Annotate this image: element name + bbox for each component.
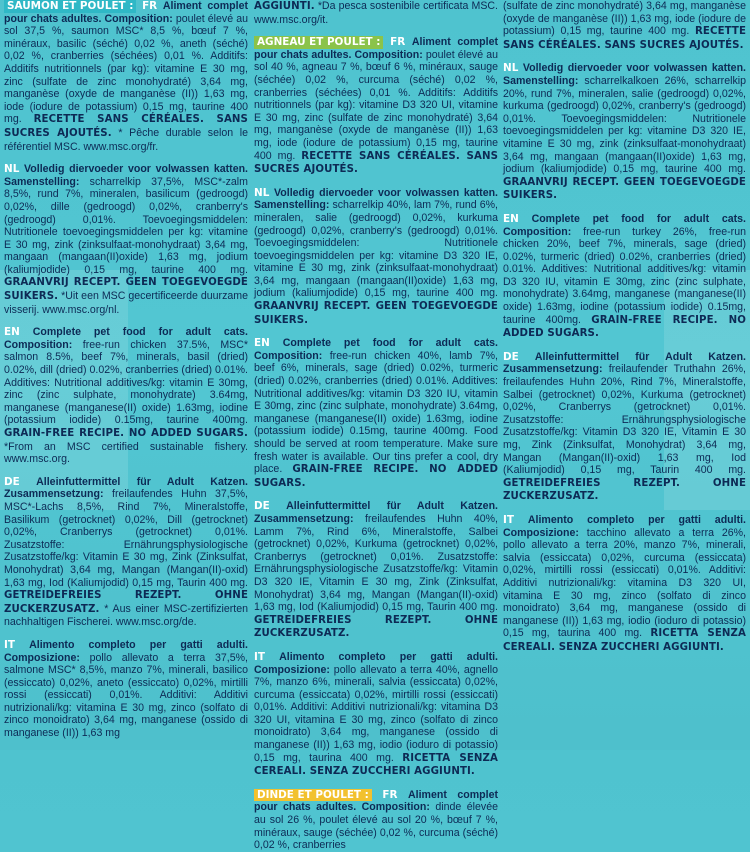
recipe-claim: RECETTE SANS CÉRÉALES. SANS SUCRES AJOUTÉS. (254, 150, 499, 176)
ingredient-block-fr_turkey (254, 789, 498, 852)
product-description: Volledig diervoeder voor volwassen katten. Samenstelling: (254, 186, 498, 212)
ingredient-block-de_salmon (4, 476, 248, 629)
recipe-claim: GRAANVRIJ RECEPT. GEEN TOEGEVOEGDE SUIKERS. (503, 176, 746, 202)
language-code: EN (4, 326, 20, 339)
composition-text: poulet élevé au sol 37,5 %, saumon MSC* 8,5 %, bœuf 7 %, minéraux, basilic (séché) 0,02 %, aneth (séché) 0,02 %, cranberries (séchées) 0,01 %. Additifs: Additifs nutritionnels (par kg): vitamine E 30 mg, zinc (sulfate de zinc monohydraté) 3,64 mg, manganèse (oxyde de manganèse (II)) 1,63 mg, iode (iodure de potassium) 0,15 mg, taurine 400 mg. (4, 12, 248, 126)
composition-text: free-run turkey 26%, free-run chicken 20%, beef 7%, minerals, sage (dried) 0.02%, turmeric (dried) 0.02%, cranberries (dried) 0.01%. Additives: Nutritional additives/kg: vitamin D3 320 IU, vitamin E 30mg, zinc (zinc sulphate, monohydrate) 3.64mg, manganese (manganese(II) oxide) 1.63mg, iodine (potassium iodide) 0.15mg, taurine 400mg. (503, 225, 746, 326)
ingredient-block-nl_turkey (503, 62, 746, 203)
product-description: Aliment complet pour chats adultes. Composition: (254, 788, 498, 814)
recipe-claim: RICETTA SENZA CEREALI. SENZA ZUCCHERI AGGIUNTI. (254, 752, 498, 778)
msc-footnote: *From an MSC certified sustainable fishery. www.msc.org. (4, 440, 248, 466)
composition-text: free-run chicken 37.5%, MSC* salmon 8.5%, beef 7%, minerals, basil (dried) 0.02%, dill (dried) 0.02%, cranberries (dried) 0.01%. Additives: Nutritional additives/kg: vitamin E 30mg, zinc (zinc sulphate, monohydrate) 3.64mg, manganese (manganese(II) oxide) 1.63mg, iodine (potassium iodide) 0.15mg, taurine 400mg. (4, 338, 248, 427)
composition-text: scharrelkip 40%, lam 7%, rund 6%, mineralen, salie (gedroogd) 0,02%, kurkuma (gedroogd) 0,02%, cranberry's (gedroogd) 0,01%. Toevoegingsmiddelen: Nutritionele toevoegingsmiddelen per kg: vitamine D3 320 IE, vitamine E 30 mg, zink (zinksulfaat-monohydraat) 3,64 mg, mangaan (mangaan(II)oxide) 1,63 mg, jodium (kaliumjodide) 0,15 mg, taurine 400 mg. (254, 199, 498, 300)
product-description: Alimento completo per gatti adulti. Composizione: (503, 513, 746, 539)
ingredient-block-nl_salmon (4, 163, 248, 316)
ingredient-block-de_lamb (254, 500, 498, 641)
language-code: FR (382, 788, 398, 801)
msc-footnote: * Aus einer MSC-zertifizierten nachhaltigen Fischerei. www.msc.org/de. (4, 602, 248, 629)
product-description: Aliment complet pour chats adultes. Composition: (254, 36, 498, 61)
language-code: DE (4, 475, 20, 488)
product-description: Alleinfuttermittel für Adult Katzen. Zusammensetzung: (4, 475, 248, 501)
language-code: FR (390, 36, 406, 49)
ingredient-block-fr_salmon (4, 0, 248, 153)
recipe-claim: AGGIUNTI. (254, 1, 315, 12)
language-code: IT (503, 513, 514, 526)
ingredient-block-it_turkey (503, 514, 746, 655)
composition-text: (sulfate de zinc monohydraté) 3,64 mg, manganèse (oxyde de manganèse (II)) 1,63 mg, iode (iodure de potassium) 0,15 mg, taurine 400 mg. (503, 0, 746, 38)
composition-text: tacchino allevato a terra 26%, pollo allevato a terra 20%, manzo 7%, minerali, salvia (essiccata) 0,02%, curcuma (essiccata) 0,02%, mirtilli rossi (essiccati) 0,01%. Additivi: Additivi nutrizionali/kg: vitamina D3 320 UI, vitamina E 30 mg, zinco (solfato di zinco monoidrato) 3,64 mg, manganese (ossido di manganese (II)) 1,63 mg, iodio (ioduro di potassio) 0,15 mg, taurina 400 mg. (503, 526, 746, 640)
language-code: NL (503, 62, 519, 75)
product-description: Volledig diervoeder voor volwassen katten. Samenstelling: (503, 62, 746, 87)
product-description: Complete pet food for adult cats. Composition: (503, 212, 746, 238)
recipe-claim: GRAIN-FREE RECIPE. NO ADDED SUGARS. (254, 464, 498, 489)
language-code: DE (254, 500, 270, 513)
composition-text: freilaufender Truthahn 26%, freilaufendes Huhn 20%, Rind 7%, Mineralstoffe, Salbei (getrocknet) 0,02%, Kurkuma (getrocknet) 0,02%, Cranberrys (getrocknet) 0,01%. Zusatzstoffe: Ernährungsphysiologische Zusatzstoffe/kg: Vitamin D3 320 IE, Vitamin E 30 mg, Zink (Zinksulfat, Monohydrat) 3,64 mg, Mangan (Mangan(II)-oxid) 1,63 mg, Iod (Kaliumjodid) 0,15 mg, Taurin 400 mg. (503, 363, 746, 477)
composition-text: scharrelkip 37,5%, MSC*-zalm 8,5%, rund 7%, mineralen, basilicum (gedroogd) 0,02%, dille (gedroogd) 0,02%, cranberry's (gedroogd) 0,01%. Toevoegingsmiddelen: Nutritionele toevoegingsmiddelen per kg: vitamine E 30 mg, zink (zinksulfaat-monohydraat) 3,64 mg, mangaan (mangaan(II)oxide) 1,63 mg, jodium (kaliumjodide) 0,15 mg, taurine 400 mg. (4, 175, 248, 276)
composition-text: scharrelkalkoen 26%, scharrelkip 20%, rund 7%, mineralen, salie (gedroogd) 0,02%, kurkuma (gedroogd) 0,02%, cranberry's (gedroogd) 0,01%. Toevoegingsmiddelen: Nutritionele toevoegingsmiddelen per kg: vitamine D3 320 IE, vitamine E 30 mg, zink (zinksulfaat-monohydraat) 3,64 mg, mangaan (mangaan(II)oxide) 1,63 mg, jodium (kaliumjodide) 0,15 mg, taurine 400 mg. (503, 74, 746, 176)
composition-text: dinde élevée au sol 26 %, poulet élevé au sol 20 %, bœuf 7 %, minéraux, sauge (séchée) 0,02 %, curcuma (séché) 0,02 %, cranberries (254, 801, 498, 852)
product-description: Alleinfuttermittel für Adult Katzen. Zusammensetzung: (503, 350, 746, 376)
language-code: IT (4, 638, 15, 651)
ingredient-block-it_lamb (254, 651, 498, 779)
recipe-claim: GETREIDEFREIES REZEPT. OHNE ZUCKERZUSATZ. (503, 477, 746, 503)
recipe-claim: GRAANVRIJ RECEPT. GEEN TOEGEVOEGDE SUIKERS. (4, 277, 248, 303)
ingredient-block-fr_lamb (254, 36, 498, 177)
ingredient-block-en_salmon (4, 326, 248, 466)
recipe-flavour-badge: AGNEAU ET POULET : (254, 36, 383, 49)
language-code: EN (503, 212, 519, 225)
ingredient-block-nl_lamb (254, 187, 498, 328)
recipe-claim: GRAANVRIJ RECEPT. GEEN TOEGEVOEGDE SUIKERS. (254, 301, 498, 326)
product-description: Complete pet food for adult cats. Composition: (4, 326, 248, 351)
recipe-flavour-badge: SAUMON ET POULET : (4, 0, 136, 13)
product-description: Alimento completo per gatti adulti. Composizione: (4, 638, 248, 664)
composition-text: freilaufendes Huhn 40%, Lamm 7%, Rind 6%, Mineralstoffe, Salbei (getrocknet) 0,02%, Kurkuma (getrocknet) 0,02%, Cranberrys (getrocknet) 0,01%. Zusatzstoffe: Ernährungsphysiologische Zusatzstoffe/kg: Vitamin D3 320 IE, Vitamin E 30 mg, Zink (Zinksulfat, Monohydrat) 3,64 mg, Mangan (Mangan(II)-oxid) 1,63 mg, Iod (Kaliumjodid) 0,15 mg, Taurin 400 mg. (254, 512, 498, 614)
recipe-claim: RICETTA SENZA CEREALI. SENZA ZUCCHERI AGGIUNTI. (503, 628, 746, 653)
composition-text: pollo allevato a terra 40%, agnello 7%, manzo 6%, minerali, salvia (essiccata) 0,02%, curcuma (essiccata) 0,02%, mirtilli rossi (essiccati) 0,01%. Additivi: Additivi nutrizionali/kg: vitamina D3 320 UI, vitamina E 30 mg, zinco (solfato di zinco monoidrato) 3,64 mg, manganese (ossido di manganese (II)) 1,63 mg, iodio (ioduro di potassio) 0,15 mg, taurina 400 mg. (254, 663, 498, 764)
column-right (503, 0, 746, 750)
msc-footnote: * Pêche durable selon le référentiel MSC. www.msc.org/fr. (4, 126, 248, 153)
composition-text: poulet élevé au sol 40 %, agneau 7 %, bœuf 6 %, minéraux, sauge (séchée) 0,02 %, curcuma (séché) 0,02 %, cranberries (séchées) 0,01 %. Additifs: Additifs nutritionnels (par kg): vitamine D3 320 UI, vitamine E 30 mg, zinc (sulfate de zinc monohydraté) 3,64 mg, manganèse (oxyde de manganèse (II)) 1,63 mg, iode (iodure de potassium) 0,15 mg, taurine 400 mg. (254, 48, 498, 162)
language-code: NL (254, 186, 270, 199)
product-description: Aliment complet pour chats adultes. Composition: (4, 0, 248, 25)
composition-text: free-run chicken 40%, lamb 7%, beef 6%, minerals, sage (dried) 0.02%, turmeric (dried) 0.02%, cranberries (dried) 0.01%. Additives: Nutritional additives/kg: vitamin D3 320 IU, vitamin E 30mg, zinc (zinc sulphate, monohydrate) 3.64mg, manganese (manganese(II) oxide) 1.63mg, iodine (potassium iodide) 0.15mg, taurine 400mg. Food should be served at room temperature. Make sure fresh water is available. Our tins prefer a cool, dry place. (254, 349, 498, 476)
ingredient-block-msc_cont (254, 0, 498, 26)
language-code: IT (254, 650, 265, 663)
language-code: NL (4, 163, 20, 176)
composition-text: pollo allevato a terra 37,5%, salmone MSC* 8,5%, manzo 7%, minerali, basilico (essiccato) 0,02%, aneto (essiccato) 0,02%, mirtilli rossi (essiccati) 0,01%. Additivi: Additivi nutrizionali/kg: vitamina E 30 mg, zinco (solfato di zinco monoidrato) 3,64 mg, manganese (ossido di manganese (II)) 1,63 mg (4, 651, 248, 740)
language-code: FR (142, 0, 158, 12)
column-middle (254, 0, 499, 852)
recipe-flavour-badge: DINDE ET POULET : (254, 789, 372, 802)
recipe-claim: RECETTE SANS CÉRÉALES. SANS SUCRES AJOUTÉS. (503, 26, 747, 51)
msc-footnote: *Uit een MSC gecertificeerde duurzame visserij. www.msc.org/nl. (4, 290, 248, 316)
language-code: DE (503, 350, 519, 363)
recipe-claim: GRAIN-FREE RECIPE. NO ADDED SUGARS. (503, 314, 747, 340)
product-description: Complete pet food for adult cats. Composition: (254, 337, 498, 362)
ingredient-block-fr_turkey_cont (503, 0, 746, 52)
ingredient-block-en_lamb (254, 337, 498, 490)
recipe-claim: GETREIDEFREIES REZEPT. OHNE ZUCKERZUSATZ. (4, 590, 248, 615)
product-description: Volledig diervoeder voor volwassen katten. Samenstelling: (4, 163, 248, 188)
recipe-claim: GRAIN-FREE RECIPE. NO ADDED SUGARS. (4, 428, 248, 439)
ingredient-block-it_salmon (4, 639, 248, 740)
ingredient-block-en_turkey (503, 213, 746, 341)
column-left (4, 0, 248, 750)
recipe-claim: RECETTE SANS CÉRÉALES. SANS SUCRES AJOUTÉS. (4, 114, 248, 139)
product-description: Alleinfuttermittel für Adult Katzen. Zusammensetzung: (254, 500, 498, 525)
msc-footnote: *Da pesca sostenibile certificata MSC. www.msc.org/it. (254, 0, 498, 26)
recipe-claim: GETREIDEFREIES REZEPT. OHNE ZUCKERZUSATZ. (254, 614, 498, 640)
language-code: EN (254, 337, 270, 350)
product-description: Alimento completo per gatti adulti. Composizione: (254, 650, 498, 676)
composition-text: freilaufendes Huhn 37,5%, MSC*-Lachs 8,5%, Rind 7%, Mineralstoffe, Basilikum (getrocknet) 0,02%, Dill (getrocknet) 0,02%, Cranberrys (getrocknet) 0,01%. Zusatzstoffe: Ernährungsphysiologische Zusatzstoffe/kg: Vitamin E 30 mg, Zink (Zinksulfat, Monohydrat) 3,64 mg, Mangan (Mangan(II)-oxid) 1,63 mg, Iod (Kaliumjodid) 0,15 mg, Taurin 400 mg. (4, 488, 248, 589)
ingredient-block-de_turkey (503, 351, 746, 504)
